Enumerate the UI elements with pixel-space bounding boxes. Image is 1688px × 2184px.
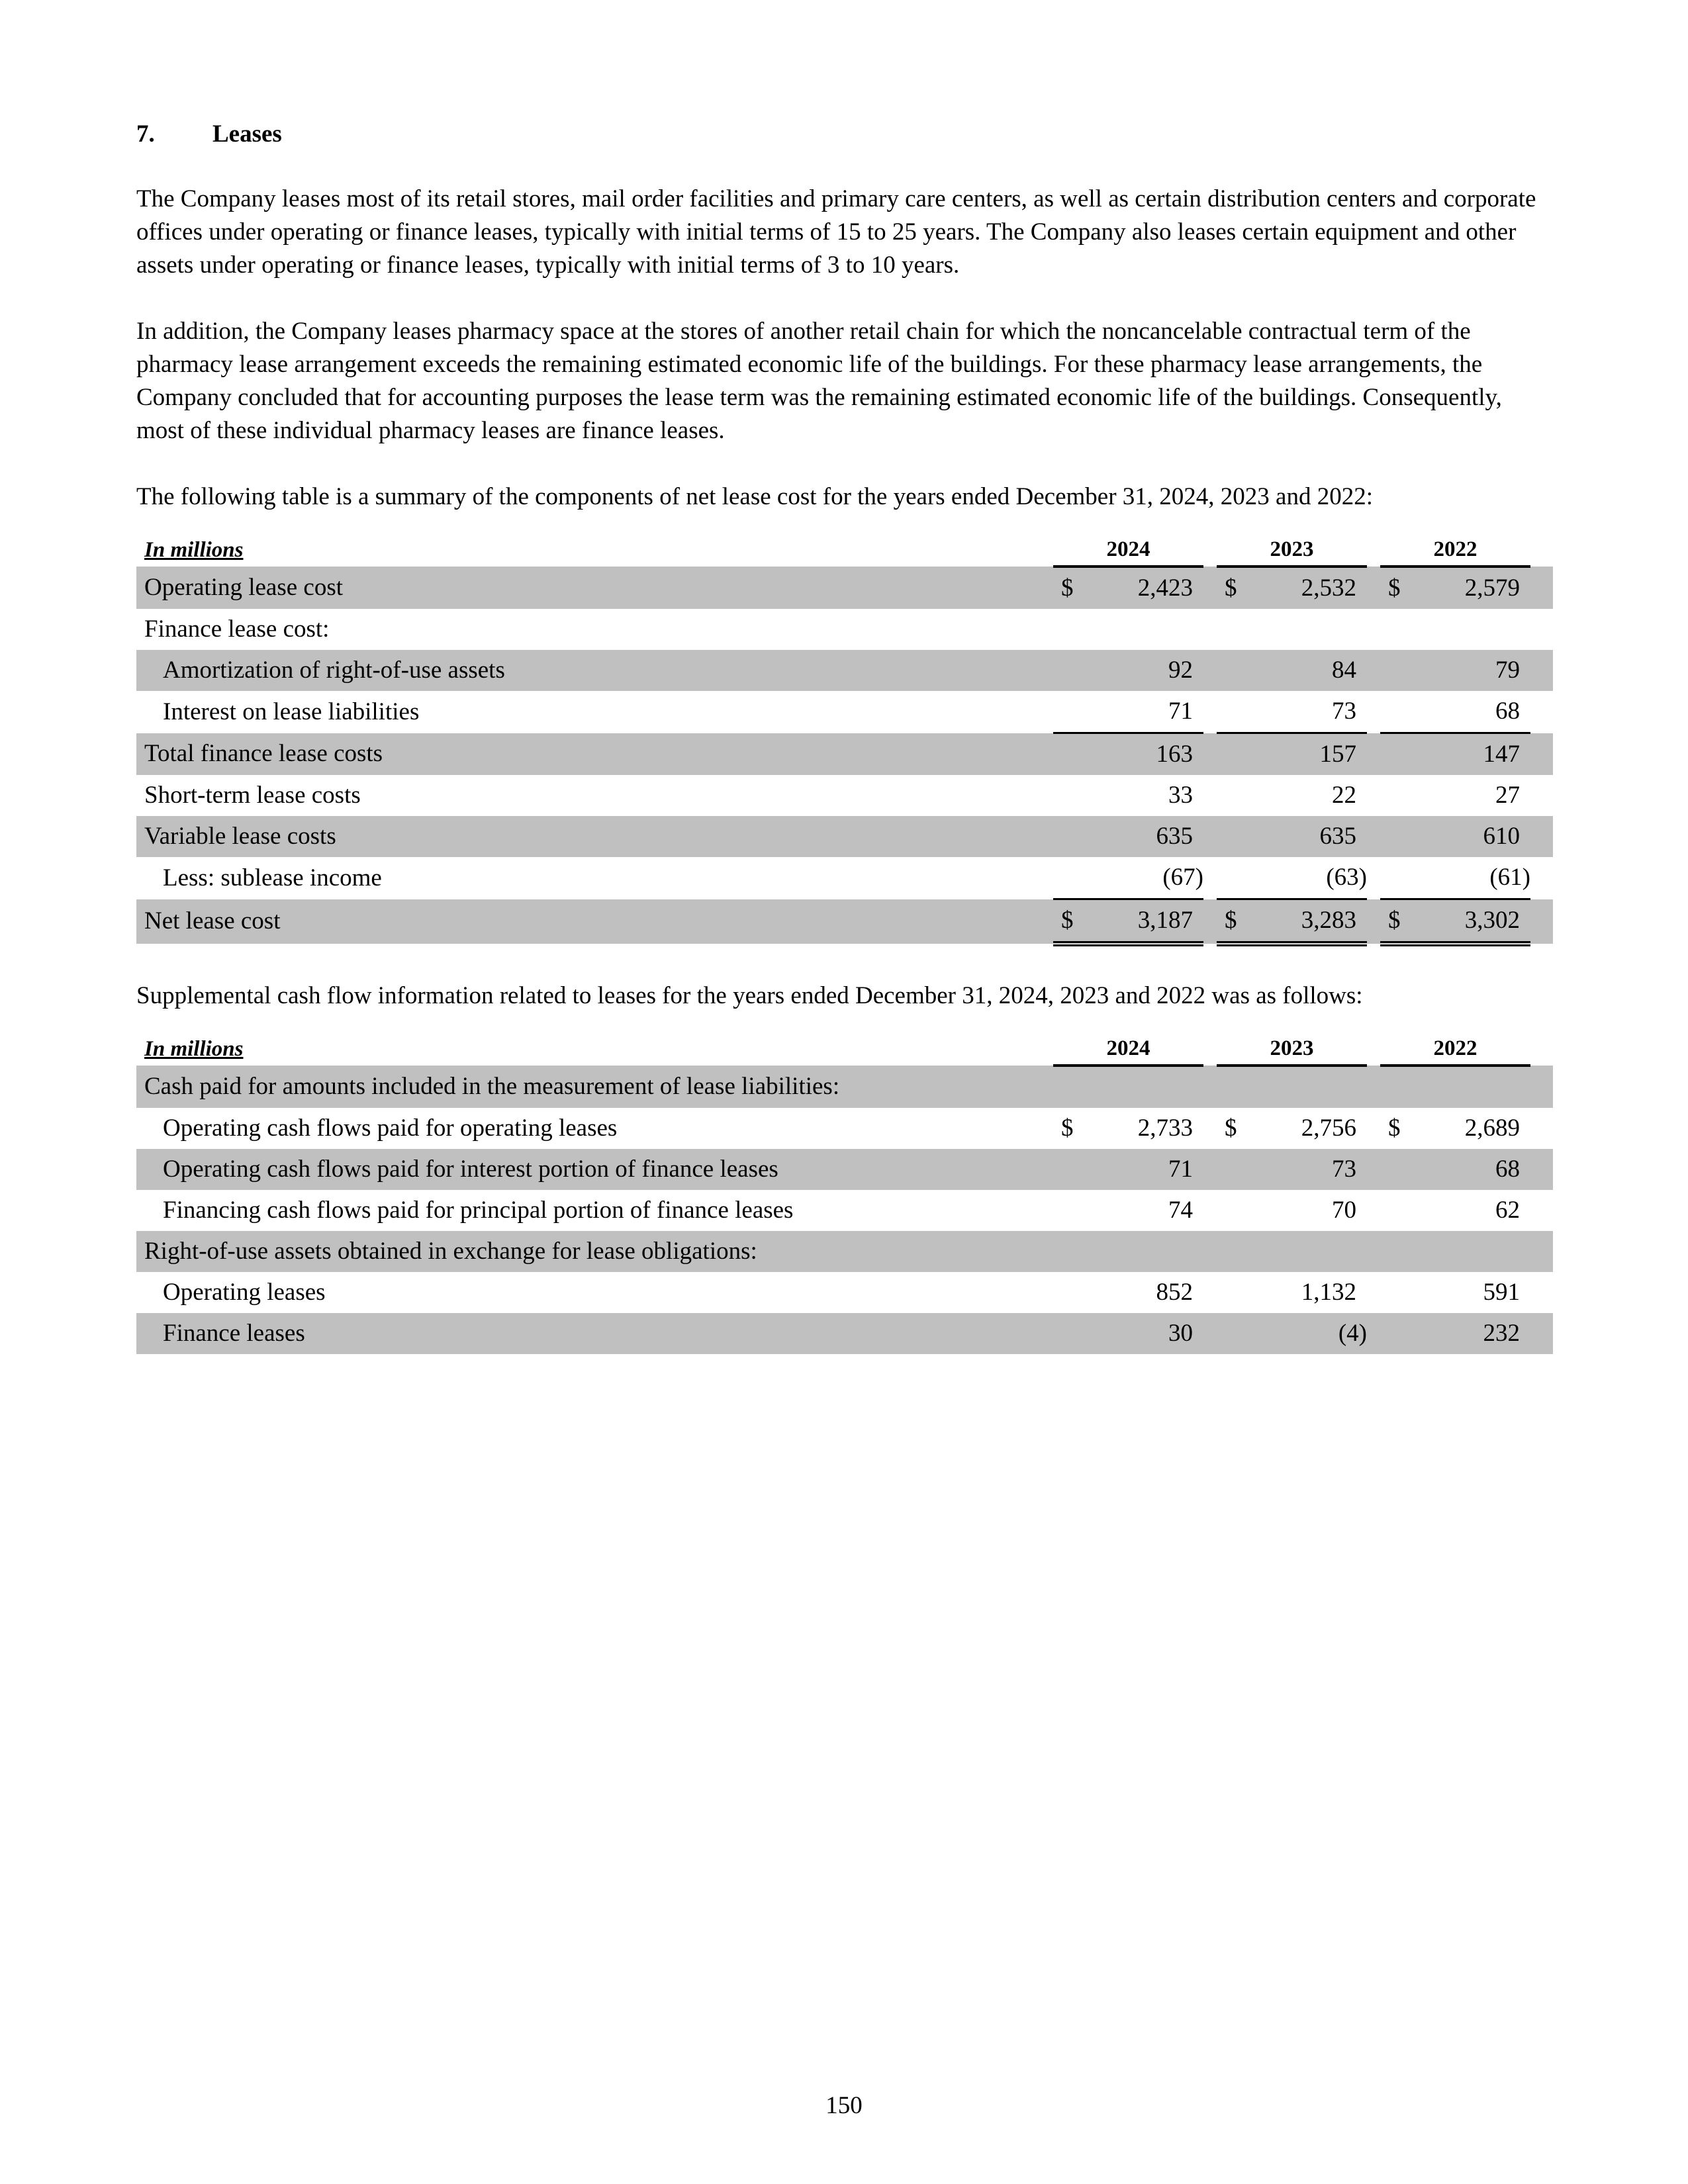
row-label: Variable lease costs: [136, 816, 1053, 857]
cell-value: 2,733: [1137, 1115, 1193, 1142]
table-header-row: [136, 533, 1553, 567]
paragraph-table1-intro: The following table is a summary of the components of net lease cost for the years ended December 31, 2024, 2023 and 2022:: [136, 483, 1373, 510]
year-header: 2023: [1217, 533, 1367, 567]
page-content: [136, 119, 1553, 1354]
dollar-sign: [1053, 775, 1081, 816]
cell-value: 232: [1408, 1313, 1530, 1354]
cell-value: 2,423: [1081, 567, 1203, 609]
row-label: Operating leases: [163, 1279, 326, 1306]
dollar-sign: [1380, 1190, 1408, 1231]
cell-value: 2,756: [1301, 1115, 1356, 1142]
table-row: [136, 609, 1553, 650]
cell-value: 3,187: [1081, 899, 1203, 944]
dollar-sign: [1217, 1313, 1244, 1354]
dollar-sign: [1217, 1066, 1244, 1108]
cell-value: 70: [1332, 1197, 1356, 1224]
row-label: Operating cash flows paid for operating leases: [163, 1115, 618, 1142]
cell-value: 147: [1408, 733, 1530, 776]
cell-value: 74: [1168, 1197, 1193, 1224]
dollar-sign: [1380, 1313, 1408, 1354]
dollar-sign: $: [1217, 567, 1244, 609]
cell-value: 635: [1244, 816, 1367, 857]
dollar-sign: [1380, 609, 1408, 650]
dollar-sign: [1053, 1272, 1081, 1313]
table-row: [136, 733, 1553, 776]
table-row: [136, 1313, 1553, 1354]
unit-label: In millions: [144, 538, 244, 562]
cell-value: 71: [1081, 691, 1203, 733]
row-label: Cash paid for amounts included in the measurement of lease liabilities:: [136, 1066, 1053, 1108]
cell-value: 2,579: [1408, 567, 1530, 609]
row-label: Financing cash flows paid for principal portion of finance leases: [163, 1197, 794, 1224]
dollar-sign: [1053, 691, 1081, 733]
table-row: [136, 567, 1553, 609]
dollar-sign: [1217, 816, 1244, 857]
cell-value: [1244, 1231, 1367, 1272]
year-header: 2024: [1053, 533, 1203, 567]
dollar-sign: $: [1217, 899, 1244, 944]
paragraph-lease-terms: The Company leases most of its retail stores, mail order facilities and primary care centers, as well as certain distribution centers and corporate offices under operating or finance leases, typically with initial terms of 15 to 25 years. The Company also leases certain equipment and other assets under operating or finance leases, typically with initial terms of 3 to 10 years.: [136, 185, 1536, 279]
cell-value: 71: [1081, 1149, 1203, 1190]
cell-value: 73: [1244, 1149, 1367, 1190]
dollar-sign: [1217, 857, 1244, 899]
dollar-sign: [1053, 1066, 1081, 1108]
dollar-sign: [1217, 775, 1244, 816]
row-label: Operating lease cost: [136, 567, 1053, 609]
dollar-sign: [1380, 857, 1408, 899]
row-label: Operating cash flows paid for interest portion of finance leases: [136, 1149, 1053, 1190]
table-row: [136, 691, 1553, 733]
dollar-sign: [1217, 1149, 1244, 1190]
cell-value: [1081, 1231, 1203, 1272]
cell-value: 2,532: [1244, 567, 1367, 609]
paragraph-pharmacy-leases: In addition, the Company leases pharmacy space at the stores of another retail chain for which the noncancelable contractual term of the pharmacy lease arrangement exceeds the remaining estimated economic life of the buildings. For these pharmacy lease arrangements, the Company concluded that for accounting purposes the lease term was the remaining estimated economic life of the buildings. Consequently, most of these individual pharmacy leases are finance leases.: [136, 318, 1502, 444]
cell-value: (61): [1408, 857, 1530, 899]
cell-value: (67): [1081, 857, 1203, 899]
dollar-sign: [1380, 1149, 1408, 1190]
row-label: Less: sublease income: [163, 864, 382, 891]
dollar-sign: $: [1061, 1115, 1074, 1142]
cell-value: (4): [1244, 1313, 1367, 1354]
year-header: 2024: [1053, 1032, 1203, 1066]
paragraph-table2-intro: Supplemental cash flow information related to leases for the years ended December 31, 2024, 2023 and 2022 was as follows:: [136, 982, 1363, 1009]
cell-value: 591: [1483, 1279, 1520, 1306]
row-label: Net lease cost: [136, 899, 1053, 944]
cell-value: (63): [1244, 857, 1367, 899]
table-header-row: [136, 1032, 1553, 1066]
dollar-sign: [1053, 650, 1081, 691]
table-row: [136, 1066, 1553, 1108]
row-label: Amortization of right-of-use assets: [136, 650, 1053, 691]
dollar-sign: [1053, 1190, 1081, 1231]
year-header: 2022: [1380, 533, 1530, 567]
year-header: 2022: [1380, 1032, 1530, 1066]
dollar-sign: [1217, 609, 1244, 650]
section-heading: [136, 119, 1553, 150]
cell-value: [1081, 1066, 1203, 1108]
row-label: Finance lease cost:: [144, 615, 330, 643]
net-lease-cost-table: [136, 533, 1553, 946]
dollar-sign: [1053, 1231, 1081, 1272]
table-row: [136, 1231, 1553, 1272]
year-header: 2023: [1217, 1032, 1367, 1066]
cell-value: 2,689: [1464, 1115, 1520, 1142]
cell-value: [1081, 609, 1203, 650]
cell-value: 92: [1081, 650, 1203, 691]
table-row: [136, 899, 1553, 944]
dollar-sign: $: [1053, 567, 1081, 609]
dollar-sign: [1380, 1231, 1408, 1272]
dollar-sign: [1053, 816, 1081, 857]
cell-value: 73: [1244, 691, 1367, 733]
table-row: [136, 816, 1553, 857]
cell-value: 157: [1244, 733, 1367, 776]
supplemental-cash-flow-table: [136, 1032, 1553, 1354]
dollar-sign: [1217, 650, 1244, 691]
dollar-sign: [1380, 733, 1408, 776]
dollar-sign: [1053, 733, 1081, 776]
cell-value: 163: [1081, 733, 1203, 776]
dollar-sign: [1380, 775, 1408, 816]
dollar-sign: [1380, 650, 1408, 691]
dollar-sign: [1380, 1272, 1408, 1313]
cell-value: 84: [1244, 650, 1367, 691]
dollar-sign: [1380, 816, 1408, 857]
row-label: Finance leases: [136, 1313, 1053, 1354]
dollar-sign: [1217, 691, 1244, 733]
section-number: 7.: [136, 120, 155, 148]
cell-value: 68: [1408, 1149, 1530, 1190]
dollar-sign: $: [1225, 1115, 1237, 1142]
dollar-sign: $: [1053, 899, 1081, 944]
dollar-sign: [1217, 733, 1244, 776]
table-row: [136, 775, 1553, 816]
table-row: [136, 650, 1553, 691]
table-row: [136, 1272, 1553, 1313]
cell-value: 1,132: [1301, 1279, 1356, 1306]
cell-value: 33: [1168, 782, 1193, 809]
cell-value: [1244, 1066, 1367, 1108]
cell-value: [1408, 1231, 1530, 1272]
table-row: [136, 1149, 1553, 1190]
dollar-sign: $: [1388, 1115, 1401, 1142]
row-label: Short-term lease costs: [144, 782, 361, 809]
page-number: 150: [825, 2092, 863, 2119]
table-row: [136, 1108, 1553, 1149]
cell-value: 3,283: [1244, 899, 1367, 944]
cell-value: 79: [1408, 650, 1530, 691]
cell-value: 62: [1495, 1197, 1520, 1224]
dollar-sign: [1053, 1149, 1081, 1190]
dollar-sign: [1380, 1066, 1408, 1108]
dollar-sign: [1217, 1190, 1244, 1231]
cell-value: [1244, 609, 1367, 650]
dollar-sign: [1053, 857, 1081, 899]
cell-value: 68: [1408, 691, 1530, 733]
dollar-sign: $: [1380, 899, 1408, 944]
cell-value: 22: [1332, 782, 1356, 809]
row-label: Interest on lease liabilities: [163, 698, 420, 725]
section-title: Leases: [212, 120, 282, 148]
cell-value: 3,302: [1408, 899, 1530, 944]
dollar-sign: [1053, 609, 1081, 650]
cell-value: 30: [1081, 1313, 1203, 1354]
cell-value: 610: [1408, 816, 1530, 857]
dollar-sign: [1380, 691, 1408, 733]
table-row: [136, 1190, 1553, 1231]
dollar-sign: [1217, 1272, 1244, 1313]
row-label: Total finance lease costs: [136, 733, 1053, 776]
unit-label: In millions: [144, 1037, 244, 1061]
cell-value: 635: [1081, 816, 1203, 857]
cell-value: [1408, 609, 1530, 650]
row-label: Right-of-use assets obtained in exchange for lease obligations:: [136, 1231, 1053, 1272]
cell-value: 852: [1156, 1279, 1193, 1306]
dollar-sign: [1217, 1231, 1244, 1272]
cell-value: [1408, 1066, 1530, 1108]
dollar-sign: $: [1380, 567, 1408, 609]
dollar-sign: [1053, 1313, 1081, 1354]
table-row: [136, 857, 1553, 899]
cell-value: 27: [1495, 782, 1520, 809]
